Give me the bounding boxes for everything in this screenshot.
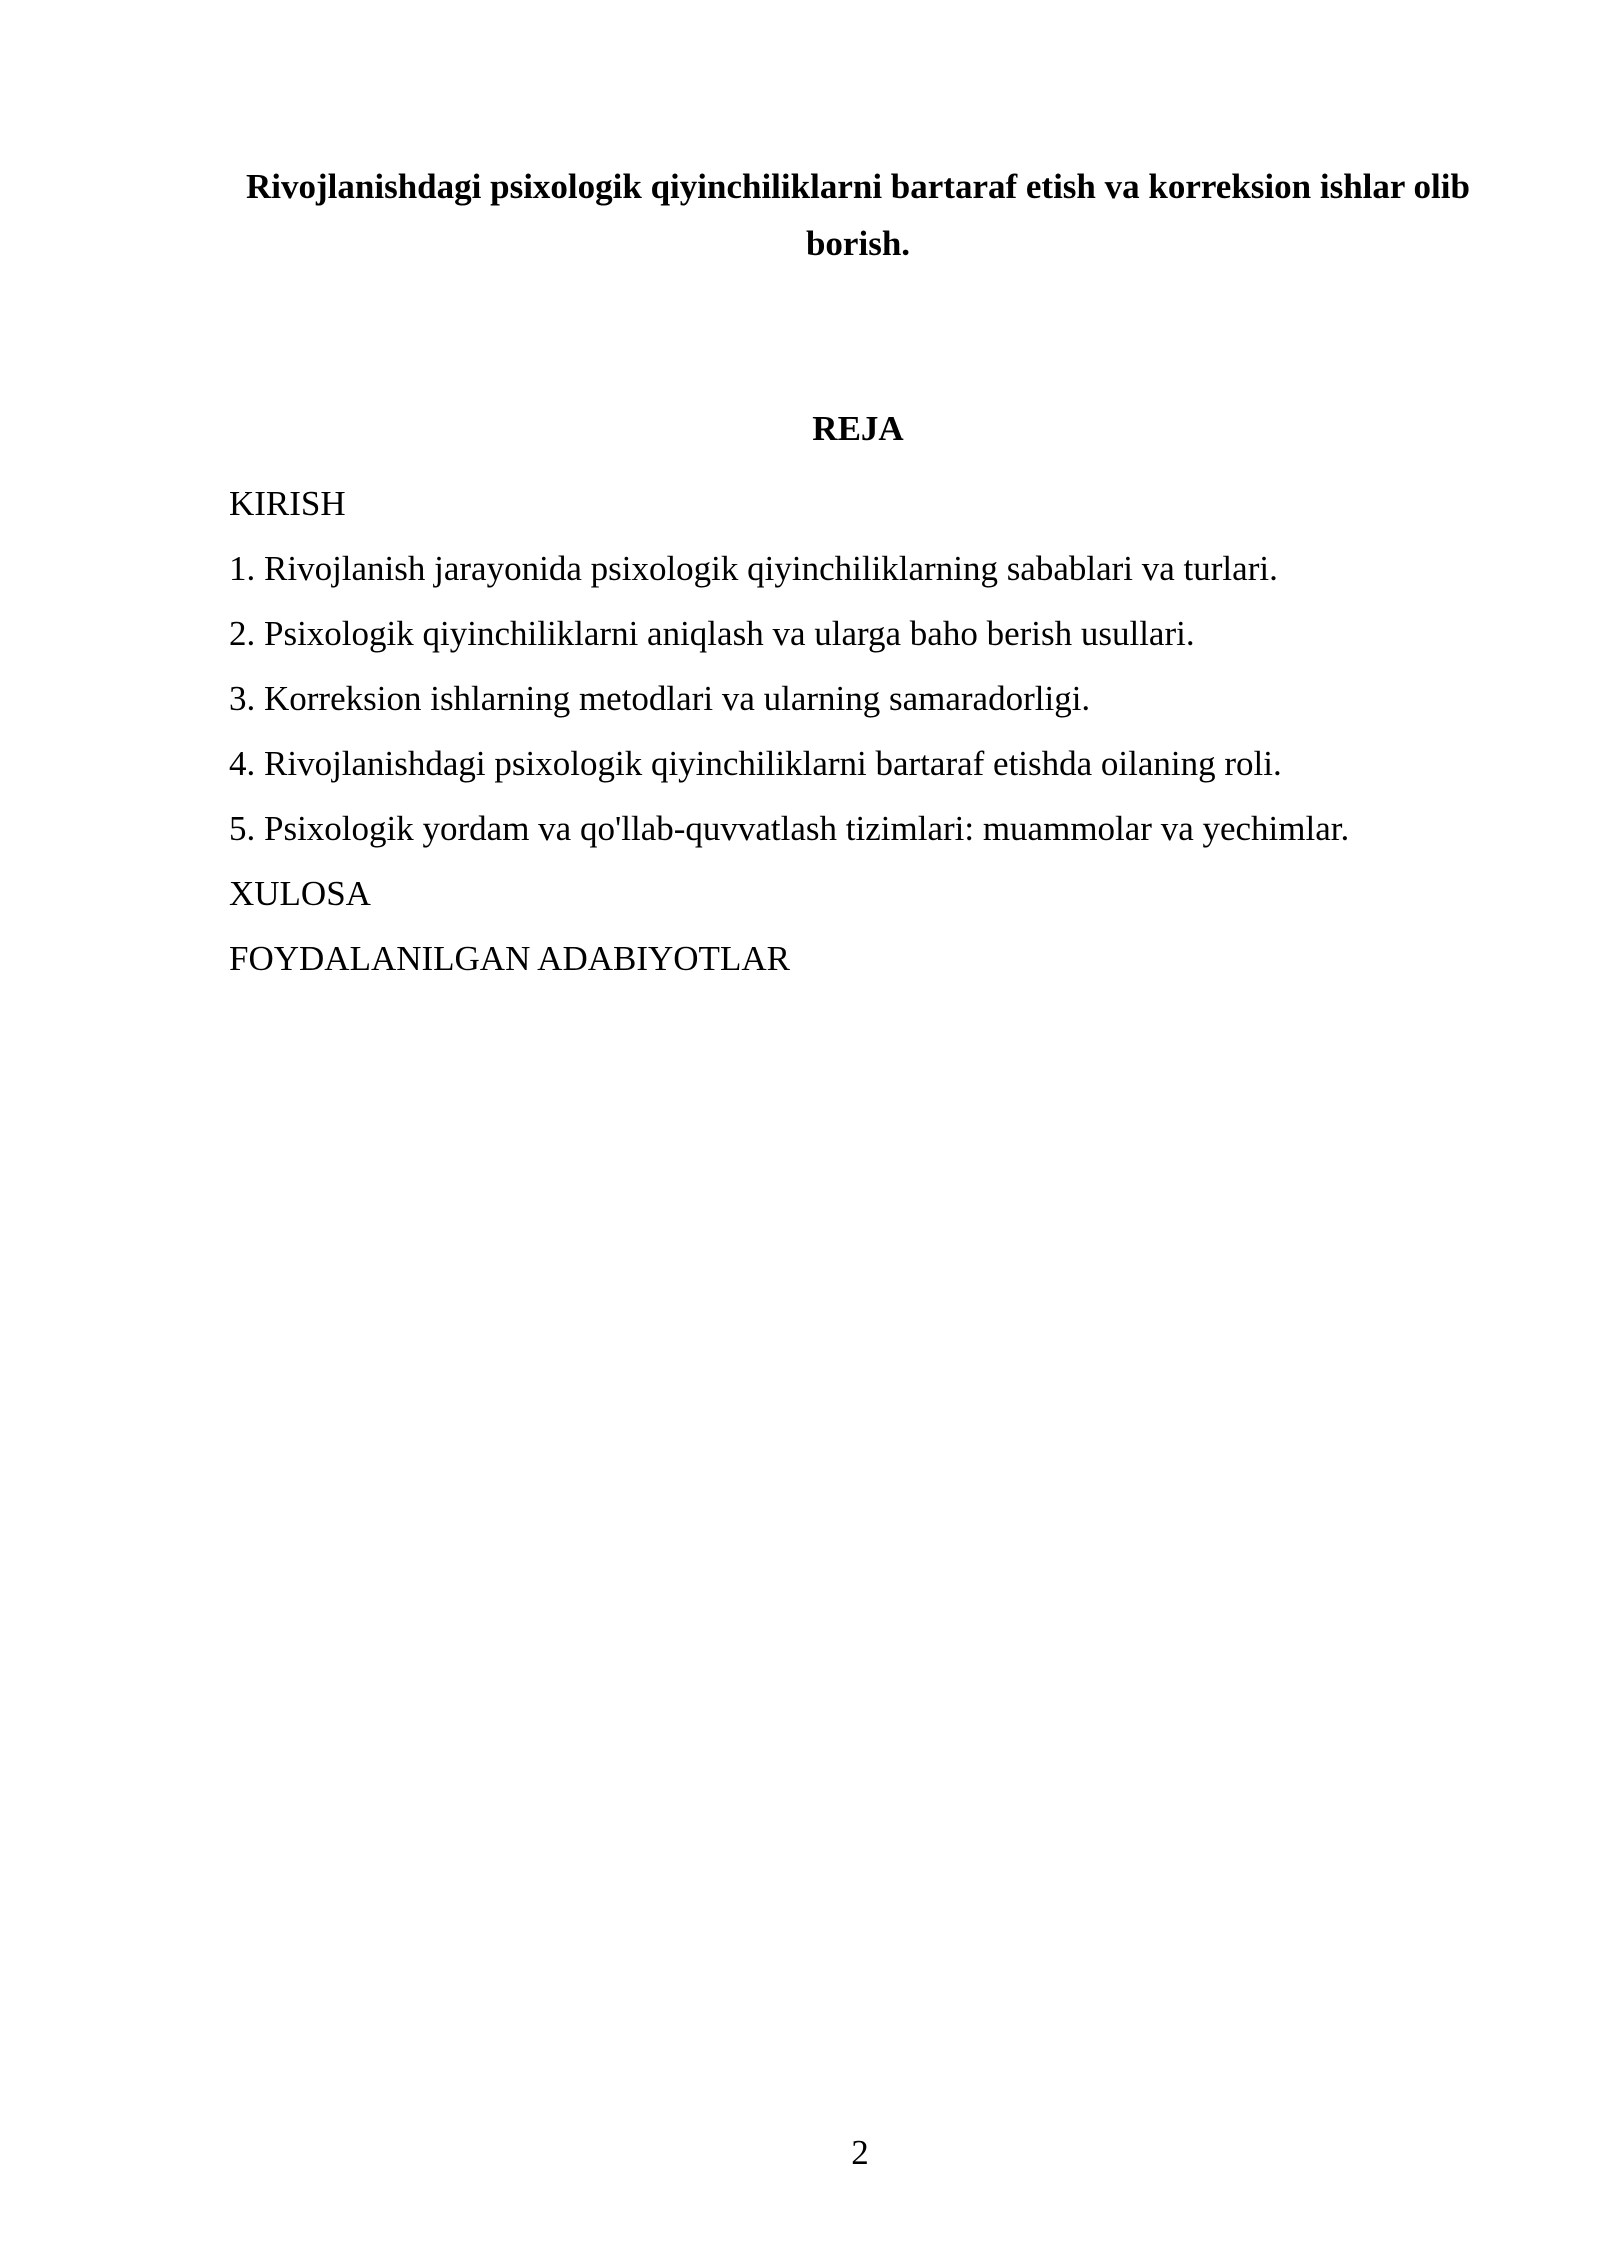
- plan-item-3: 3. Korreksion ishlarning metodlari va ularning samaradorligi.: [229, 679, 1091, 718]
- plan-item-5: 5. Psixologik yordam va qo'llab-quvvatlash tizimlari: muammolar va yechimlar.: [229, 809, 1350, 848]
- plan-list: [229, 471, 1529, 991]
- plan-item-references: FOYDALANILGAN ADABIYOTLAR: [229, 939, 790, 978]
- document-title: Rivojlanishdagi psixologik qiyinchiliklarni bartaraf etish va korreksion ishlar olib borish.: [246, 167, 1470, 263]
- plan-item-introduction: KIRISH: [229, 484, 346, 523]
- plan-item-1: 1. Rivojlanish jarayonida psixologik qiyinchiliklarning sabablari va turlari.: [229, 549, 1278, 588]
- plan-heading: REJA: [812, 409, 904, 448]
- plan-item-4: 4. Rivojlanishdagi psixologik qiyinchiliklarni bartaraf etishda oilaning roli.: [229, 744, 1282, 783]
- plan-item-conclusion: XULOSA: [229, 874, 371, 913]
- plan-item-2: 2. Psixologik qiyinchiliklarni aniqlash va ularga baho berish usullari.: [229, 614, 1195, 653]
- page-number: 2: [851, 2133, 869, 2172]
